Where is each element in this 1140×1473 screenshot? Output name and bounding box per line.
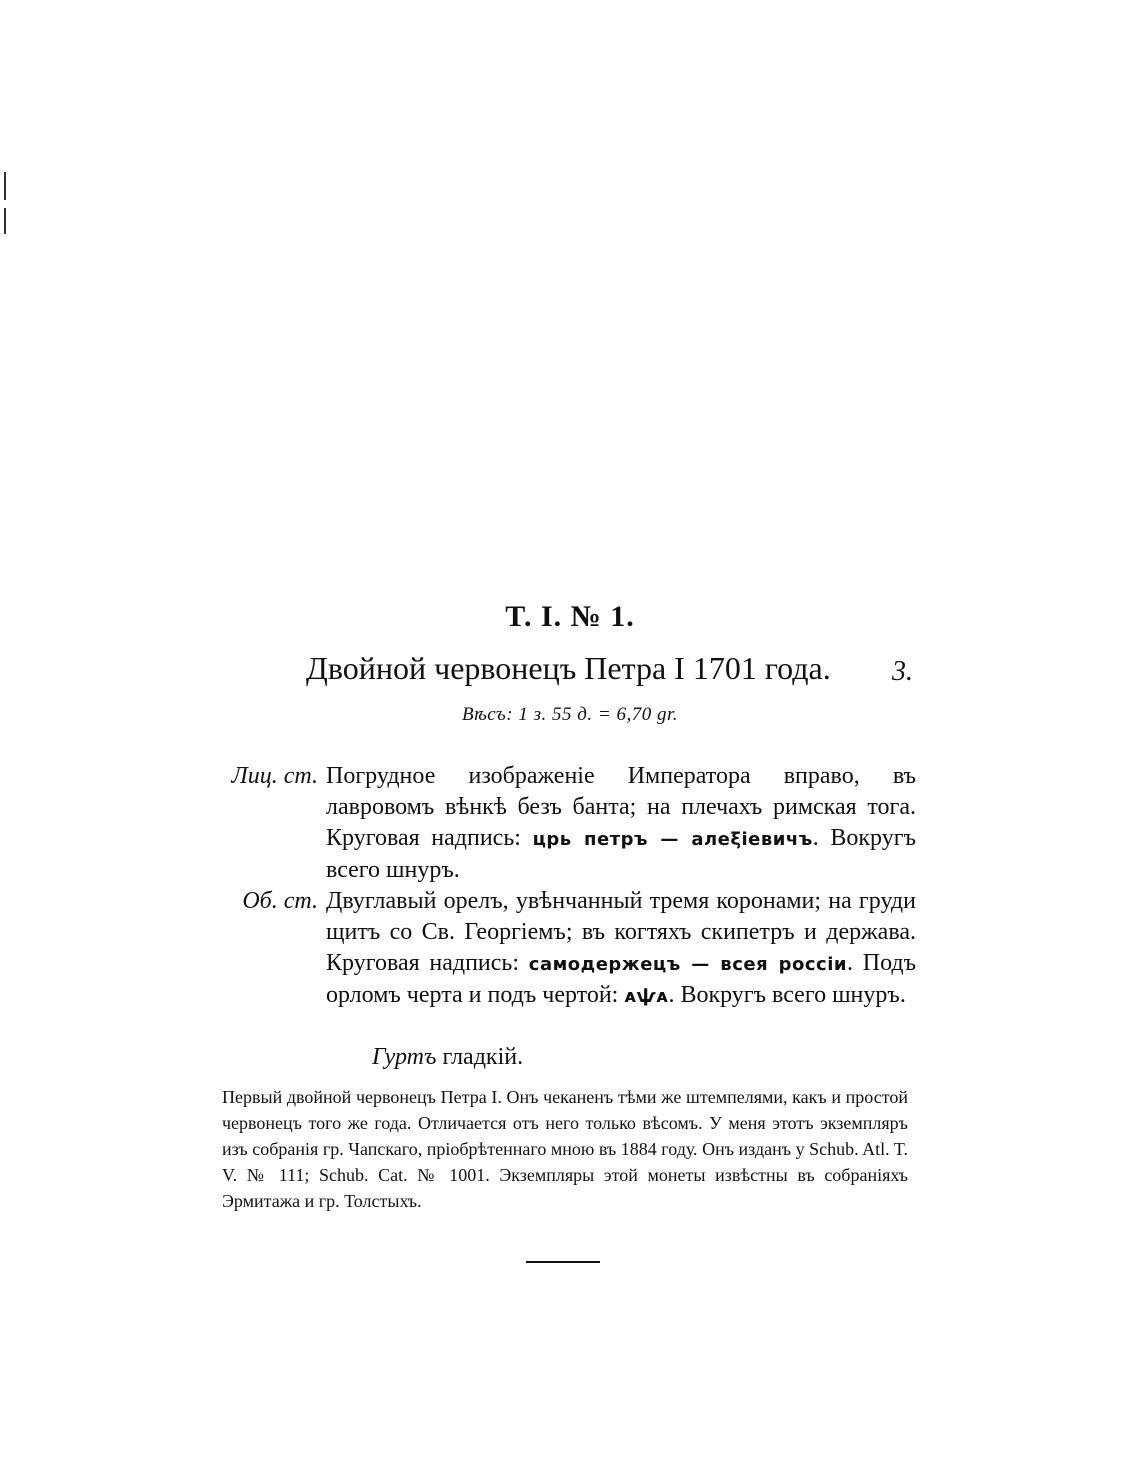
edge-text: гладкiй. (442, 1044, 524, 1070)
rarity-mark: 3. (892, 656, 913, 687)
obverse-text-part: . Вокругъ всего шнуръ. (326, 825, 916, 883)
reverse-text-part: . Подъ орломъ черта и подъ чертой: (326, 950, 916, 1008)
obverse-text-part: Погрудное изображенiе Императора вправо, въ лавровомъ вѣнкѣ безъ банта; на плечахъ римская тога. Круговая надпись: (326, 763, 916, 851)
scan-edge-mark (4, 208, 6, 234)
scan-edge-mark (4, 172, 6, 200)
coin-title: Двойной червонецъ Петра I 1701 года. (306, 650, 831, 686)
reverse-inscription: самодержецъ — всея россiи (528, 954, 847, 975)
obverse-label: Лиц. ст. (231, 763, 318, 789)
reverse-label: Об. ст. (242, 888, 318, 914)
reverse-description (326, 886, 916, 1012)
coin-weight: Вѣсъ: 1 з. 55 д. = 6,70 gr. (461, 704, 679, 725)
obverse-inscription: црь петръ — алеξiевичъ (532, 829, 813, 850)
plate-number-heading: T. I. № 1. (505, 600, 635, 633)
reverse-text-part: . Вокругъ всего шнуръ. (668, 982, 906, 1008)
edge-description (372, 1044, 523, 1071)
obverse-description (326, 761, 916, 886)
commentary-note: Первый двойной червонецъ Петра I. Онъ чеканенъ тѣми же штемпелями, какъ и простой червонецъ того же года. Отличается отъ него только вѣсомъ. У меня этотъ экземпляръ изъ собранiя гр. Чапскаго, прiобрѣтеннаго мною въ 1884 году. Онъ изданъ у Schub. Atl. T. V. № 111; Schub. Cat. № 1001. Экземпляры этой монеты извѣстны въ собранiяхъ Эрмитажа и гр. Толстыхъ. (222, 1087, 908, 1211)
reverse-date-inscription: ᴀѱᴀ (624, 986, 669, 1007)
section-divider (526, 1261, 600, 1263)
reverse-text-part: Двуглавый орелъ, увѣнчанный тремя коронами; на груди щитъ со Св. Георгiемъ; въ когтяхъ скипетръ и держава. Круговая надпись: (326, 888, 916, 976)
edge-label: Гуртъ (372, 1044, 437, 1070)
